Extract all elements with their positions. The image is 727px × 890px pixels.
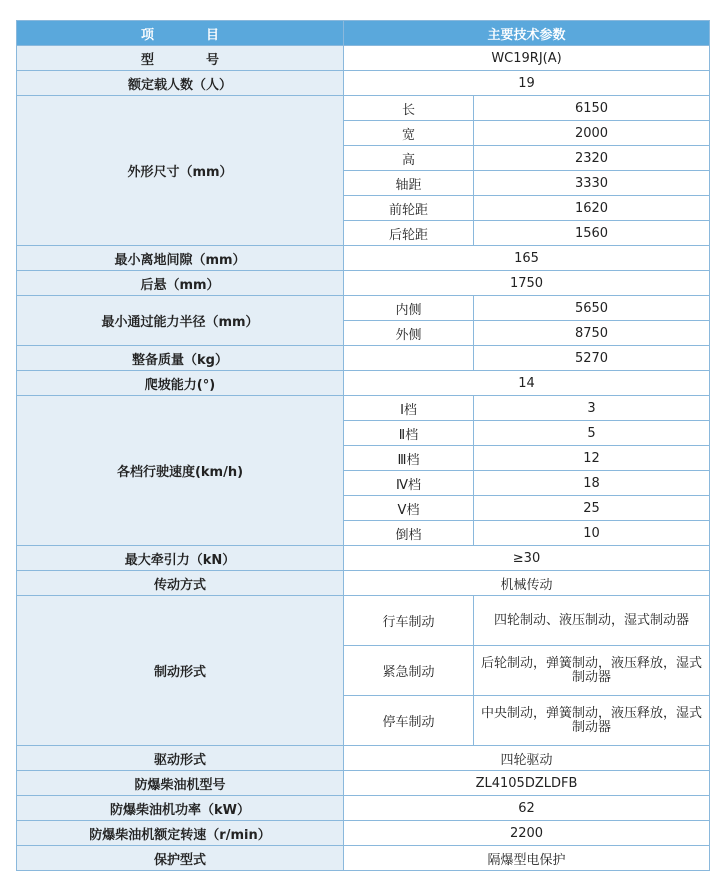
overhang-label: 后悬（mm）: [17, 271, 344, 296]
speed-gear: 倒档: [344, 521, 474, 546]
brake-label: 制动形式: [17, 596, 344, 746]
table-row: [17, 296, 710, 321]
table-row: [17, 571, 710, 596]
speed-gear: Ⅱ档: [344, 421, 474, 446]
transmission-label: 传动方式: [17, 571, 344, 596]
dims-name: 长: [344, 96, 474, 121]
seats-value: 19: [344, 71, 710, 96]
dims-value: 2320: [474, 146, 710, 171]
engine-model-label: 防爆柴油机型号: [17, 771, 344, 796]
overhang-value: 1750: [344, 271, 710, 296]
brake-desc: 四轮制动、液压制动，湿式制动器: [474, 596, 710, 646]
brake-desc: 中央制动，弹簧制动，液压释放，湿式制动器: [474, 696, 710, 746]
mass-label: 整备质量（kg）: [17, 346, 344, 371]
engine-power-value: 62: [344, 796, 710, 821]
speed-gear: Ⅲ档: [344, 446, 474, 471]
table-row: [17, 246, 710, 271]
traction-label: 最大牵引力（kN）: [17, 546, 344, 571]
speed-gear: Ⅳ档: [344, 471, 474, 496]
engine-speed-value: 2200: [344, 821, 710, 846]
brake-type: 停车制动: [344, 696, 474, 746]
dims-label: 外形尺寸（mm）: [17, 96, 344, 246]
dims-name: 高: [344, 146, 474, 171]
drive-value: 四轮驱动: [344, 746, 710, 771]
header-row: [17, 21, 710, 46]
engine-power-label: 防爆柴油机功率（kW）: [17, 796, 344, 821]
brake-type: 紧急制动: [344, 646, 474, 696]
speed-gear: Ⅴ档: [344, 496, 474, 521]
engine-model-value: ZL4105DZLDFB: [344, 771, 710, 796]
engine-speed-label: 防爆柴油机额定转速（r/min）: [17, 821, 344, 846]
protection-label: 保护型式: [17, 846, 344, 871]
spec-table: [16, 20, 710, 871]
brake-type: 行车制动: [344, 596, 474, 646]
turning-name: 内侧: [344, 296, 474, 321]
speed-value: 25: [474, 496, 710, 521]
seats-label: 额定载人数（人）: [17, 71, 344, 96]
transmission-value: 机械传动: [344, 571, 710, 596]
model-label: 型 号: [17, 46, 344, 71]
speed-value: 10: [474, 521, 710, 546]
dims-value: 3330: [474, 171, 710, 196]
table-row: [17, 371, 710, 396]
protection-value: 隔爆型电保护: [344, 846, 710, 871]
table-row: [17, 46, 710, 71]
table-row: [17, 271, 710, 296]
speed-gear: Ⅰ档: [344, 396, 474, 421]
climb-label: 爬坡能力(°): [17, 371, 344, 396]
dims-value: 1560: [474, 221, 710, 246]
table-row: [17, 596, 710, 646]
table-row: [17, 846, 710, 871]
brake-desc: 后轮制动，弹簧制动，液压释放，湿式制动器: [474, 646, 710, 696]
header-param: 主要技术参数: [344, 21, 710, 46]
turning-label: 最小通过能力半径（mm）: [17, 296, 344, 346]
dims-value: 2000: [474, 121, 710, 146]
mass-value: 5270: [474, 346, 710, 371]
table-row: [17, 396, 710, 421]
clearance-label: 最小离地间隙（mm）: [17, 246, 344, 271]
dims-value: 1620: [474, 196, 710, 221]
speed-value: 18: [474, 471, 710, 496]
drive-label: 驱动形式: [17, 746, 344, 771]
mass-empty-cell: [344, 346, 474, 371]
turning-name: 外侧: [344, 321, 474, 346]
dims-value: 6150: [474, 96, 710, 121]
model-value: WC19RJ(A): [344, 46, 710, 71]
turning-value: 5650: [474, 296, 710, 321]
speed-label: 各档行驶速度(km/h): [17, 396, 344, 546]
dims-name: 前轮距: [344, 196, 474, 221]
speed-value: 12: [474, 446, 710, 471]
climb-value: 14: [344, 371, 710, 396]
table-row: [17, 71, 710, 96]
dims-name: 后轮距: [344, 221, 474, 246]
table-row: [17, 746, 710, 771]
speed-value: 3: [474, 396, 710, 421]
turning-value: 8750: [474, 321, 710, 346]
table-row: [17, 821, 710, 846]
table-row: [17, 346, 710, 371]
dims-name: 宽: [344, 121, 474, 146]
table-row: [17, 96, 710, 121]
header-item: 项 目: [17, 21, 344, 46]
clearance-value: 165: [344, 246, 710, 271]
table-row: [17, 546, 710, 571]
speed-value: 5: [474, 421, 710, 446]
dims-name: 轴距: [344, 171, 474, 196]
table-row: [17, 771, 710, 796]
table-row: [17, 796, 710, 821]
traction-value: ≥30: [344, 546, 710, 571]
